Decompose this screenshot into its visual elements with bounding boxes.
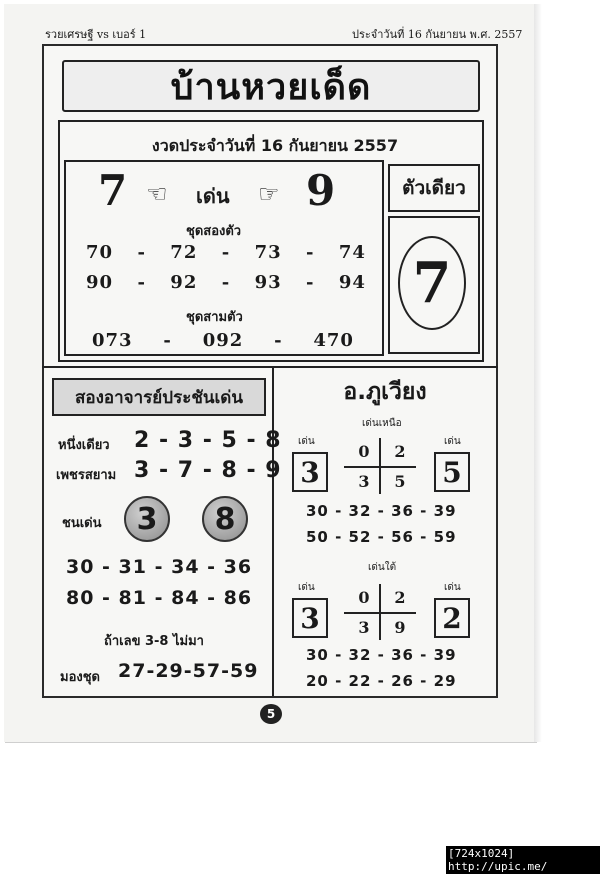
two-digit-1-1: 70: [86, 242, 114, 263]
title-banner: [62, 60, 480, 112]
two-digit-2-3: 93: [254, 272, 282, 293]
lower-pairs-2: 20 - 22 - 26 - 29: [306, 672, 457, 690]
two-digit-1-3: 73: [254, 242, 282, 263]
two-digit-label: ชุดสองตัว: [186, 224, 242, 239]
row1-label: หนึ่งเดียว: [58, 438, 110, 453]
lower-left-box: [292, 598, 328, 638]
lead-label: เด่น: [196, 184, 230, 208]
two-digit-2-4: 94: [338, 272, 366, 293]
upper-left-box: [292, 452, 328, 492]
upper-right-label: เด่น: [444, 436, 461, 447]
two-digit-1-4: 74: [338, 242, 366, 263]
upper-cross-v: [379, 438, 381, 494]
page-title: บ้านหวยเด็ด: [170, 66, 372, 108]
three-digit-3: 470: [313, 330, 354, 351]
row2-label: เพชรสยาม: [56, 468, 117, 483]
left-panel-title: สองอาจารย์ประชันเด่น: [52, 378, 266, 416]
two-digit-1-2: 72: [170, 242, 198, 263]
upper-right-digit: 5: [442, 455, 462, 489]
left-pairs-1: 30 - 31 - 34 - 36: [66, 556, 253, 578]
section-divider-vertical: [272, 368, 274, 696]
upper-grid-bl: 3: [358, 472, 370, 491]
two-digit-2-2: 92: [170, 272, 198, 293]
lower-grid-br: 9: [394, 618, 406, 637]
row1-digits: 2 - 3 - 5 - 8: [134, 428, 282, 453]
pointing-right-hand-icon: ☞: [258, 180, 280, 208]
lead-right-digit: 9: [306, 166, 336, 215]
section-divider-horizontal: [42, 366, 498, 368]
three-digit-1: 073: [92, 330, 133, 351]
single-digit-title: ตัวเดียว: [388, 164, 480, 212]
upper-left-digit: 3: [300, 455, 320, 489]
clash-digit-a: 3: [136, 501, 158, 537]
lower-cross-v: [379, 584, 381, 640]
left-note: ถ้าเลข 3-8 ไม่มา: [104, 634, 204, 649]
right-panel-title: อ.ภูเวียง: [343, 379, 427, 405]
source-footer: [724x1024] http://upic.me/: [446, 846, 600, 874]
header-right: ประจำวันที่ 16 กันยายน พ.ศ. 2557: [352, 28, 523, 41]
set-label: มองชุด: [60, 670, 100, 685]
lower-right-label: เด่น: [444, 582, 461, 593]
three-digit-label: ชุดสามตัว: [186, 310, 243, 325]
lower-right-box: [434, 598, 470, 638]
lower-grid-bl: 3: [358, 618, 370, 637]
page-number: 5: [260, 704, 282, 724]
three-digit-2: 092: [202, 330, 244, 351]
upper-pairs-2: 50 - 52 - 56 - 59: [306, 528, 457, 546]
set-values: 27-29-57-59: [118, 660, 259, 682]
two-digit-row-2: 90 - 92 - 93 - 94: [86, 272, 366, 293]
upper-grid-tl: 0: [358, 442, 370, 461]
lower-grid-tr: 2: [394, 588, 406, 607]
clash-ball-b: [202, 496, 248, 542]
single-digit: 7: [412, 250, 452, 316]
lower-label: เด่นใต้: [368, 562, 397, 573]
page-gutter: [534, 4, 542, 742]
upper-pairs-1: 30 - 32 - 36 - 39: [306, 502, 457, 520]
lower-grid-tl: 0: [358, 588, 370, 607]
lower-pairs-1: 30 - 32 - 36 - 39: [306, 646, 457, 664]
upper-right-box: [434, 452, 470, 492]
lower-left-digit: 3: [300, 601, 320, 635]
upper-grid-br: 5: [394, 472, 406, 491]
lead-left-digit: 7: [98, 166, 128, 215]
two-digit-2-1: 90: [86, 272, 114, 293]
clash-ball-a: [124, 496, 170, 542]
lower-right-digit: 2: [442, 601, 462, 635]
upper-label: เด่นเหนือ: [362, 418, 402, 429]
left-pairs-2: 80 - 81 - 84 - 86: [66, 587, 253, 609]
upper-grid-tr: 2: [394, 442, 406, 461]
clash-label: ชนเด่น: [62, 516, 102, 531]
upper-left-label: เด่น: [298, 436, 315, 447]
clash-digit-b: 8: [214, 501, 236, 537]
lower-left-label: เด่น: [298, 582, 315, 593]
single-digit-oval: [398, 236, 466, 330]
header-left: รวยเศรษฐี vs เบอร์ 1: [45, 28, 147, 41]
three-digit-row: 073 - 092 - 470: [92, 330, 354, 351]
pointing-left-hand-icon: ☜: [146, 180, 168, 208]
two-digit-row-1: 70 - 72 - 73 - 74: [86, 242, 366, 263]
draw-date: งวดประจำวันที่ 16 กันยายน 2557: [151, 136, 399, 155]
row2-digits: 3 - 7 - 8 - 9: [134, 458, 282, 483]
